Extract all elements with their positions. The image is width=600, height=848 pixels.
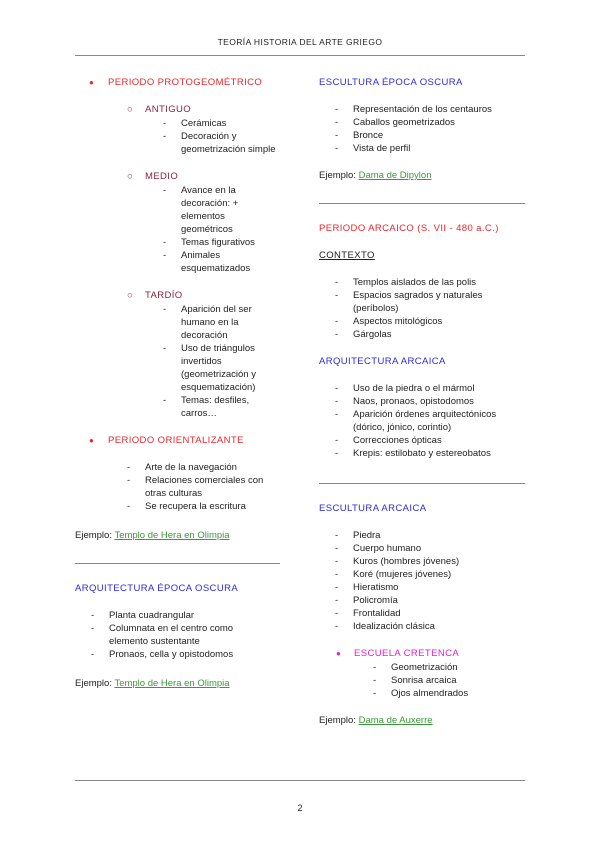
dash-icon: -: [373, 662, 377, 673]
list-item: - Krepis: estilobato y estereobatos: [335, 448, 491, 459]
dash-icon: -: [163, 343, 167, 354]
list-item: - Koré (mujeres jóvenes): [335, 569, 452, 580]
tardio-list: [163, 303, 273, 420]
section-title: PERIODO ARCAICO (S. VII - 480 a.C.): [319, 223, 499, 234]
left-divider: [75, 563, 280, 564]
dash-icon: -: [335, 277, 339, 288]
right-column: [319, 76, 525, 182]
hollow-bullet-icon: ○: [127, 290, 133, 301]
list-item: - Hieratismo: [335, 582, 399, 593]
list-item: - Arte de la navegación: [127, 462, 237, 473]
list-item: - Vista de perfil: [335, 143, 411, 154]
list-item: - Kuros (hombres jóvenes): [335, 556, 460, 567]
list-item: - Relaciones comerciales con otras culturas: [127, 475, 264, 499]
example-link[interactable]: Templo de Hera en Olimpia: [114, 530, 230, 541]
dash-icon: -: [335, 329, 339, 340]
list-item: - Gárgolas: [335, 329, 392, 340]
dash-icon: -: [163, 118, 167, 129]
example-link[interactable]: Templo de Hera en Olimpia: [114, 678, 230, 689]
dash-icon: -: [335, 608, 339, 619]
list-item: - Caballos geometrizados: [335, 117, 455, 128]
right-divider-1: [319, 203, 525, 204]
bullet-icon: ●: [89, 78, 94, 87]
list-item: - Idealización clásica: [335, 621, 435, 632]
subsection-title: ANTIGUO: [145, 104, 192, 115]
list-item: - Sonrisa arcaica: [373, 675, 457, 686]
dash-icon: -: [163, 131, 167, 142]
section-title: ARQUITECTURA ÉPOCA OSCURA: [75, 583, 239, 594]
example-link[interactable]: Dama de Auxerre: [358, 715, 433, 726]
list-item: - Uso de triángulos invertidos (geometrización y esquematización): [163, 343, 256, 393]
list-item: - Representación de los centauros: [335, 104, 492, 115]
page-number: 2: [297, 803, 303, 813]
left-column-lower: [75, 582, 280, 690]
dash-icon: -: [91, 623, 95, 634]
dash-icon: -: [335, 543, 339, 554]
escultura-arcaica-list: [335, 529, 525, 633]
list-item: - Planta cuadrangular: [91, 610, 195, 621]
dash-icon: -: [335, 556, 339, 567]
list-item: - Pronaos, cella y opistodomos: [91, 649, 234, 660]
dash-icon: -: [335, 621, 339, 632]
list-item: - Espacios sagrados y naturales (períbolos): [335, 290, 483, 314]
example-line: [319, 714, 525, 727]
subsection-medio: [75, 170, 280, 183]
list-item: - Decoración y geometrización simple: [163, 131, 276, 155]
dash-icon: -: [335, 582, 339, 593]
contexto-title: CONTEXTO: [319, 250, 375, 261]
section-protogeometrico: [75, 76, 280, 89]
dash-icon: -: [127, 462, 131, 473]
dash-icon: -: [335, 117, 339, 128]
section-title: ESCULTURA ARCAICA: [319, 503, 427, 514]
bullet-icon: ●: [89, 436, 94, 445]
example-line: [319, 169, 525, 182]
subsection-antiguo: [75, 103, 280, 116]
section-title: ARQUITECTURA ARCAICA: [319, 356, 446, 367]
list-item: - Se recupera la escritura: [127, 501, 246, 512]
example-line: [75, 677, 280, 690]
right-divider-2: [319, 483, 525, 484]
section-orientalizante: [75, 434, 280, 447]
example-label: Ejemplo:: [75, 678, 112, 689]
orientalizante-list: [127, 461, 277, 513]
dash-icon: -: [163, 250, 167, 261]
list-item: - Frontalidad: [335, 608, 401, 619]
list-item: - Bronce: [335, 130, 384, 141]
dash-icon: -: [335, 448, 339, 459]
subsection-title: MEDIO: [145, 171, 179, 182]
list-item: - Temas: desfiles, carros…: [163, 395, 250, 419]
right-column-escultura: [319, 502, 525, 727]
right-column-arcaico: [319, 222, 525, 460]
dash-icon: -: [335, 130, 339, 141]
list-item: - Templos aislados de las polis: [335, 277, 477, 288]
list-item: - Cuerpo humano: [335, 543, 422, 554]
dash-icon: -: [127, 501, 131, 512]
subsection-tardio: [75, 289, 280, 302]
arquitectura-arcaica-list: [335, 382, 525, 460]
example-label: Ejemplo:: [75, 530, 112, 541]
list-item: - Animales esquematizados: [163, 250, 251, 274]
document-header: TEORÍA HISTORIA DEL ARTE GRIEGO: [217, 37, 383, 47]
subsection-title: ESCUELA CRETENCA: [354, 648, 460, 659]
dash-icon: -: [335, 383, 339, 394]
example-link[interactable]: Dama de Dipylon: [358, 170, 432, 181]
dash-icon: -: [373, 675, 377, 686]
dash-icon: -: [335, 316, 339, 327]
dash-icon: -: [335, 435, 339, 446]
list-item: - Uso de la piedra o el mármol: [335, 383, 475, 394]
example-label: Ejemplo:: [319, 170, 356, 181]
dash-icon: -: [163, 185, 167, 196]
hollow-bullet-icon: ○: [127, 104, 133, 115]
list-item: - Aparición órdenes arquitectónicos (dórico, jónico, corintio): [335, 409, 497, 433]
list-item: - Cerámicas: [163, 118, 227, 129]
list-item: - Aspectos mitológicos: [335, 316, 443, 327]
dash-icon: -: [335, 595, 339, 606]
antiguo-list: [163, 117, 283, 156]
dash-icon: -: [91, 610, 95, 621]
hollow-bullet-icon: ○: [127, 171, 133, 182]
list-item: - Geometrización: [373, 662, 458, 673]
cretenca-list: [373, 661, 523, 700]
bullet-icon: ●: [336, 649, 341, 658]
left-column: [75, 76, 280, 542]
dash-icon: -: [335, 569, 339, 580]
dash-icon: -: [335, 396, 339, 407]
dash-icon: -: [335, 530, 339, 541]
subsection-cretenca: [319, 647, 525, 660]
section-title: PERIODO ORIENTALIZANTE: [108, 435, 244, 446]
section-title: PERIODO PROTOGEOMÉTRICO: [108, 77, 263, 88]
list-item: - Correcciones ópticas: [335, 435, 442, 446]
dash-icon: -: [127, 475, 131, 486]
list-item: - Columnata en el centro como elemento sustentante: [91, 623, 234, 647]
dash-icon: -: [91, 649, 95, 660]
dash-icon: -: [373, 688, 377, 699]
list-item: - Ojos almendrados: [373, 688, 469, 699]
dash-icon: -: [335, 104, 339, 115]
dash-icon: -: [163, 304, 167, 315]
list-item: - Naos, pronaos, opistodomos: [335, 396, 474, 407]
section-title: ESCULTURA ÉPOCA OSCURA: [319, 77, 463, 88]
medio-list: [163, 184, 263, 275]
list-item: - Avance en la decoración: + elementos geométricos: [163, 185, 239, 235]
dash-icon: -: [163, 237, 167, 248]
list-item: - Piedra: [335, 530, 381, 541]
subsection-title: TARDÍO: [145, 290, 183, 301]
dash-icon: -: [335, 290, 339, 301]
dash-icon: -: [335, 143, 339, 154]
example-line: [75, 529, 280, 542]
dash-icon: -: [163, 395, 167, 406]
list-item: - Policromía: [335, 595, 398, 606]
contexto-list: [335, 276, 525, 341]
arquitectura-oscura-list: [91, 609, 251, 661]
dash-icon: -: [335, 409, 339, 420]
header-divider: [75, 55, 525, 56]
list-item: - Temas figurativos: [163, 237, 255, 248]
example-label: Ejemplo:: [319, 715, 356, 726]
escultura-oscura-list: [335, 103, 525, 155]
list-item: - Aparición del ser humano en la decoración: [163, 304, 252, 341]
footer-divider: [75, 780, 525, 781]
